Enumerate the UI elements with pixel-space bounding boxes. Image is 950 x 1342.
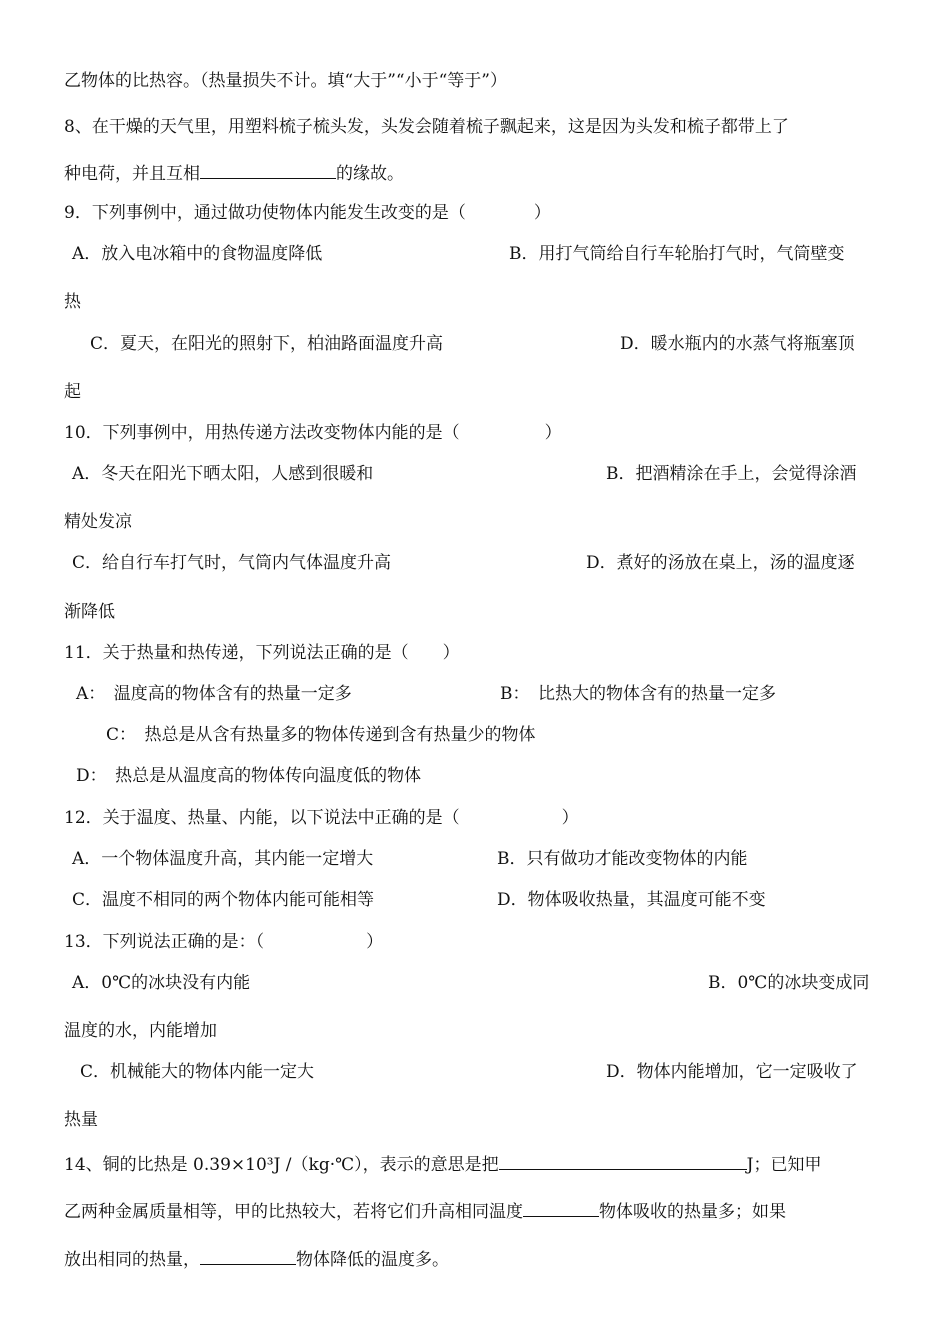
q11-option-b: B： 比热大的物体含有的热量一定多 (500, 684, 776, 704)
q9-option-b-wrap: 热 (64, 292, 81, 312)
q14-answer-blank-1[interactable] (499, 1151, 747, 1170)
q13-stem: 13．下列说法正确的是：（ ） (64, 932, 384, 952)
q12-option-c: C．温度不相同的两个物体内能可能相等 (72, 890, 375, 910)
q12-stem: 12．关于温度、热量、内能，以下说法中正确的是（ ） (64, 808, 579, 828)
q9-option-c: C．夏天，在阳光的照射下，柏油路面温度升高 (90, 334, 444, 354)
q12-option-d: D．物体吸收热量，其温度可能不变 (497, 890, 766, 910)
q14-text-f: 物体降低的温度多。 (296, 1250, 449, 1270)
q14-answer-blank-2[interactable] (523, 1198, 599, 1217)
q10-option-a: A．冬天在阳光下晒太阳，人感到很暖和 (72, 464, 374, 484)
q13-option-b-wrap: 温度的水，内能增加 (64, 1021, 217, 1041)
q11-option-c: C： 热总是从含有热量多的物体传递到含有热量少的物体 (106, 725, 536, 745)
q7-continuation: 乙物体的比热容。（热量损失不计。填“大于”“小于“等于”） (64, 71, 507, 91)
q10-option-d-wrap: 渐降低 (64, 602, 115, 622)
q13-option-d: D．物体内能增加，它一定吸收了 (606, 1062, 858, 1082)
q10-option-b: B．把酒精涂在手上，会觉得涂酒 (606, 464, 857, 484)
q9-option-a: A．放入电冰箱中的食物温度降低 (72, 244, 323, 264)
q10-option-d: D．煮好的汤放在桌上，汤的温度逐 (586, 553, 855, 573)
q9-option-d-wrap: 起 (64, 382, 81, 402)
q14-text-d: 物体吸收的热量多；如果 (599, 1202, 786, 1222)
q11-option-d: D： 热总是从温度高的物体传向温度低的物体 (76, 766, 422, 786)
q13-option-b: B．0℃的冰块变成同 (708, 973, 870, 993)
q9-stem: 9．下列事例中，通过做功使物体内能发生改变的是（ ） (64, 203, 551, 223)
q9-option-b: B．用打气筒给自行车轮胎打气时，气筒壁变 (509, 244, 845, 264)
q14-text-b: J；已知甲 (746, 1155, 822, 1175)
q8-text-a: 种电荷，并且互相 (64, 164, 200, 184)
q13-option-c: C．机械能大的物体内能一定大 (80, 1062, 315, 1082)
q11-stem: 11．关于热量和热传递，下列说法正确的是（ ） (64, 643, 460, 663)
q8-text-b: 的缘故。 (336, 164, 404, 184)
q14-line2 (64, 1198, 786, 1224)
q12-option-a: A．一个物体温度升高，其内能一定增大 (72, 849, 374, 869)
q9-option-d: D．暖水瓶内的水蒸气将瓶塞顶 (620, 334, 855, 354)
q14-line1 (64, 1151, 821, 1177)
q8-line1: 8、在干燥的天气里，用塑料梳子梳头发，头发会随着梳子飘起来，这是因为头发和梳子都带上了 (64, 117, 789, 137)
q13-option-d-wrap: 热量 (64, 1110, 98, 1130)
q10-option-c: C．给自行车打气时，气筒内气体温度升高 (72, 553, 392, 573)
q13-option-a: A．0℃的冰块没有内能 (72, 973, 251, 993)
q14-line3 (64, 1246, 449, 1272)
q14-text-c: 乙两种金属质量相等，甲的比热较大，若将它们升高相同温度 (64, 1202, 523, 1222)
q14-text-e: 放出相同的热量， (64, 1250, 200, 1270)
q10-option-b-wrap: 精处发凉 (64, 512, 132, 532)
q8-answer-blank[interactable] (200, 160, 336, 179)
q8-line2 (64, 160, 404, 186)
q14-answer-blank-3[interactable] (200, 1246, 296, 1265)
q11-option-a: A： 温度高的物体含有的热量一定多 (76, 684, 352, 704)
q14-text-a: 14、铜的比热是 0.39×10³J /（kg·℃），表示的意思是把 (64, 1155, 499, 1175)
q10-stem: 10．下列事例中，用热传递方法改变物体内能的是（ ） (64, 423, 562, 443)
q12-option-b: B．只有做功才能改变物体的内能 (497, 849, 748, 869)
